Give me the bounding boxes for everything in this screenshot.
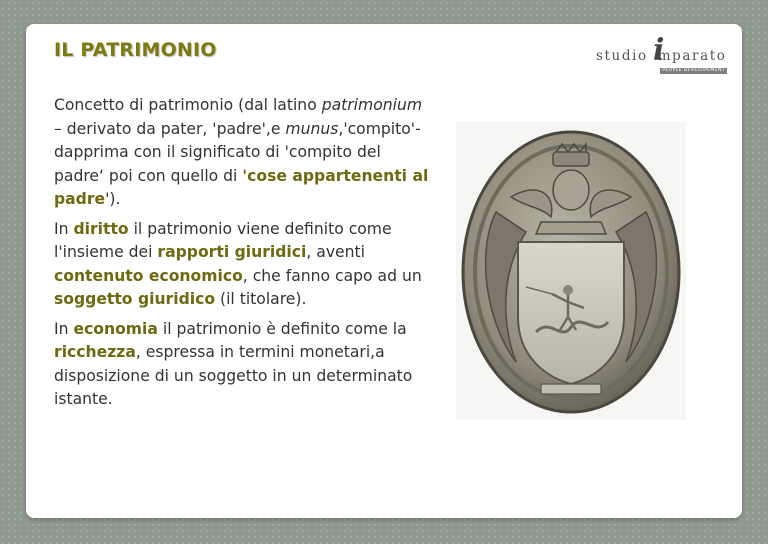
logo-text-mparato: mparato — [657, 48, 727, 64]
text-run: , che fanno capo ad un — [242, 266, 422, 285]
company-logo — [596, 33, 736, 76]
text-run: In — [54, 319, 74, 338]
text-run: – derivato da pater, 'padre',e — [54, 119, 286, 138]
text-run: ,'compito'- dapprima con il significato di 'compito del padre‘ poi con quello di — [54, 119, 421, 185]
italic-term: patrimonium — [321, 96, 423, 114]
text-run: In — [54, 219, 74, 238]
body-text — [54, 94, 434, 418]
highlight-term: ricchezza — [54, 343, 136, 361]
highlight-term: economia — [73, 319, 158, 338]
text-run: Concetto di patrimonio (dal latino — [54, 96, 322, 114]
coat-of-arms-illustration — [456, 122, 686, 420]
italic-term: munus — [285, 119, 339, 138]
logo-i-glyph: i — [653, 33, 665, 68]
text-run: (il titolare). — [215, 290, 307, 308]
paragraph-law — [54, 218, 434, 312]
slide — [26, 24, 742, 518]
highlight-term: soggetto giuridico — [54, 290, 216, 308]
text-run: '). — [105, 190, 121, 208]
text-run: il patrimonio viene definito come l'insieme dei — [54, 219, 392, 261]
logo-text-studio: studio — [596, 48, 648, 64]
text-run: il patrimonio è definito come la — [157, 319, 407, 338]
highlight-term: rapporti giuridici — [157, 243, 307, 261]
highlight-term: diritto — [73, 219, 129, 238]
logo-tagline: PEOPLE DEVELOPEMENT — [660, 68, 727, 74]
text-run: , espressa in termini monetari,a disposizione di un soggetto in un determinato istante. — [54, 343, 413, 408]
slide-title: IL PATRIMONIO — [54, 39, 217, 61]
coat-of-arms-image — [456, 122, 686, 420]
text-run: , aventi — [306, 243, 365, 261]
paragraph-economy — [54, 318, 434, 412]
highlight-term: 'cose appartenenti al padre — [54, 166, 429, 208]
highlight-term: contenuto economico — [54, 266, 243, 285]
paragraph-etymology — [54, 94, 434, 212]
